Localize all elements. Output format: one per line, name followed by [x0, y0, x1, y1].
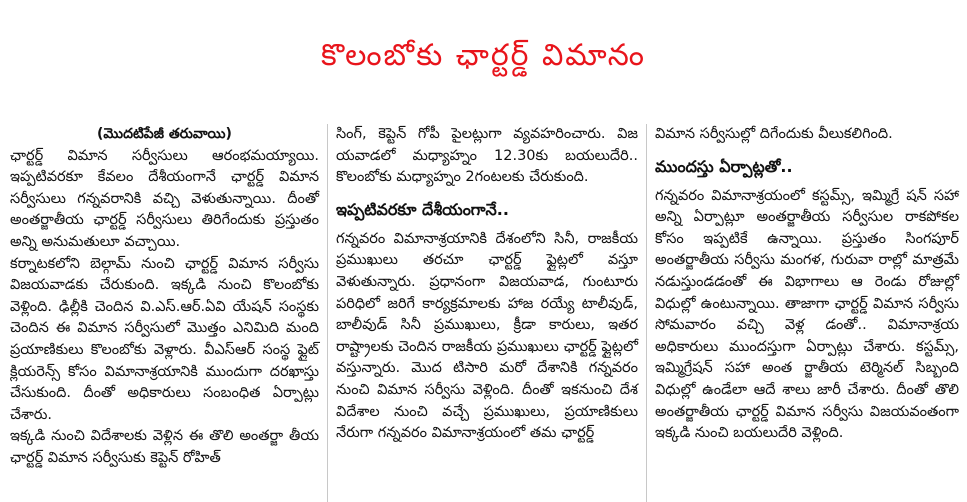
subheading: ఇప్పటివరకూ దేశీయంగానే.. [336, 199, 509, 219]
column-1 [0, 124, 327, 502]
paragraph: సింగ్, కెప్టెన్ గోపీ పైలట్లుగా వ్యవహరించారు. విజ యవాడలో మధ్యాహ్నం 12.30కు బయలుదేరి.. కొలంబోకు మధ్యాహ్నం 2గంటలకు చేరుకుంది. [336, 126, 638, 186]
article-columns [0, 124, 967, 502]
column-2 [327, 124, 646, 502]
subheading: ముందస్తు ఏర్పాట్లతో.. [655, 156, 793, 176]
paragraph: ఇక్కడి నుంచి విదేశాలకు వెళ్లిన ఈ తొలి అంతర్జా తీయ ఛార్టర్డ్ విమాన సర్వీసుకు కెప్టెన్ రోహిత్ [10, 428, 319, 466]
continuation-kicker: (మొదటిపేజీ తరువాయి) [97, 126, 232, 142]
paragraph: ఛార్టర్డ్ విమాన సర్వీసులు ఆరంభమయ్యాయి. ఇప్పటివరకూ కేవలం దేశీయంగానే ఛార్టర్డ్ విమాన సర్వీసులు గన్నవరానికి వచ్చి వెళుతున్నాయి. దీంతో అంతర్జాతీయ ఛార్టర్డ్ సర్వీసులు తిరిగేందుకు ప్రస్తుతం అన్ని అనుమతులూ వచ్చాయి. [10, 147, 319, 250]
paragraph: విమాన సర్వీసుల్లో దిగేందుకు వీలుకలిగింది. [655, 126, 893, 142]
paragraph: కర్నాటకలోని బెల్గామ్ నుంచి ఛార్టర్డ్ విమాన సర్వీసు విజయవాడకు చేరుకుంది. ఇక్కడి నుంచి కొలంబోకు వెళ్లింది. ఢిల్లీకి చెందిన వి.ఎస్.ఆర్.ఏవి యేషన్ సంస్థకు చెందిన ఈ విమాన సర్వీసులో మొత్తం ఎనిమిది మంది ప్రయాణికులు కొలంబోకు వెళ్లారు. వీఎస్ఆర్ సంస్థ ఫ్లైట్ క్లియరెన్స్ కోసం విమానాశ్రయానికి ముందుగా దరఖాస్తు చేసుకుంది. దీంతో అధికారులు సంబంధిత ఏర్పాట్లు చేశారు. [10, 255, 319, 423]
paragraph: గన్నవరం విమానాశ్రయంలో కస్టమ్స్, ఇమ్మిగ్రే షన్ సహా అన్ని ఏర్పాట్లూ అంతర్జాతీయ సర్వీసుల రాకపోకల కోసం ఇప్పటికే ఉన్నాయి. ప్రస్తుతం సింగపూర్ అంతర్జాతీయ సర్వీసు మంగళ, గురువా రాల్లో మాత్రమే నడుస్తుండడంతో ఈ విభాగాలు ఆ రెండు రోజుల్లో విధుల్లో ఉంటున్నాయి. తాజాగా ఛార్టర్డ్ విమాన సర్వీసు సోమవారం వచ్చి వెళ్ల డంతో.. విమానాశ్రయ అధికారులు ముందస్తుగా ఏర్పాట్లు చేశారు. కస్టమ్స్, ఇమ్మిగ్రేషన్ సహా అంత ర్జాతీయ టెర్మినల్ సిబ్బంది విధుల్లో ఉండేలా ఆదే శాలు జారీ చేశారు. దీంతో తొలి అంతర్జాతీయ ఛార్టర్డ్ విమాన సర్వీసు విజయవంతంగా ఇక్కడి నుంచి బయలుదేరి వెళ్లింది. [655, 187, 959, 442]
headline: కొలంబోకు ఛార్టర్డ్ విమానం [320, 38, 647, 73]
column-3 [646, 124, 967, 502]
paragraph: గన్నవరం విమానాశ్రయానికి దేశంలోని సినీ, రాజకీయ ప్రముఖులు తరచూ ఛార్టర్డ్ ఫ్లైట్లలో వస్తూ వెళుతున్నారు. ప్రధానంగా విజయవాడ, గుంటూరు పరిధిలో జరిగే కార్యక్రమాలకు హాజ రయ్యే టాలీవుడ్, బాలీవుడ్ సినీ ప్రముఖులు, క్రీడా కారులు, ఇతర రాష్ట్రాలకు చెందిన రాజకీయ ప్రముఖులు ఛార్టర్డ్ ఫ్లైట్లలో వస్తున్నారు. మొద టిసారి మరో దేశానికి గన్నవరం నుంచి విమాన సర్వీసు వెళ్లింది. దీంతో ఇకనుంచి దేశ విదేశాల నుంచి వచ్చే ప్రముఖులు, ప్రయాణికులు నేరుగా గన్నవరం విమానాశ్రయంలో తమ ఛార్టర్డ్ [336, 230, 638, 442]
